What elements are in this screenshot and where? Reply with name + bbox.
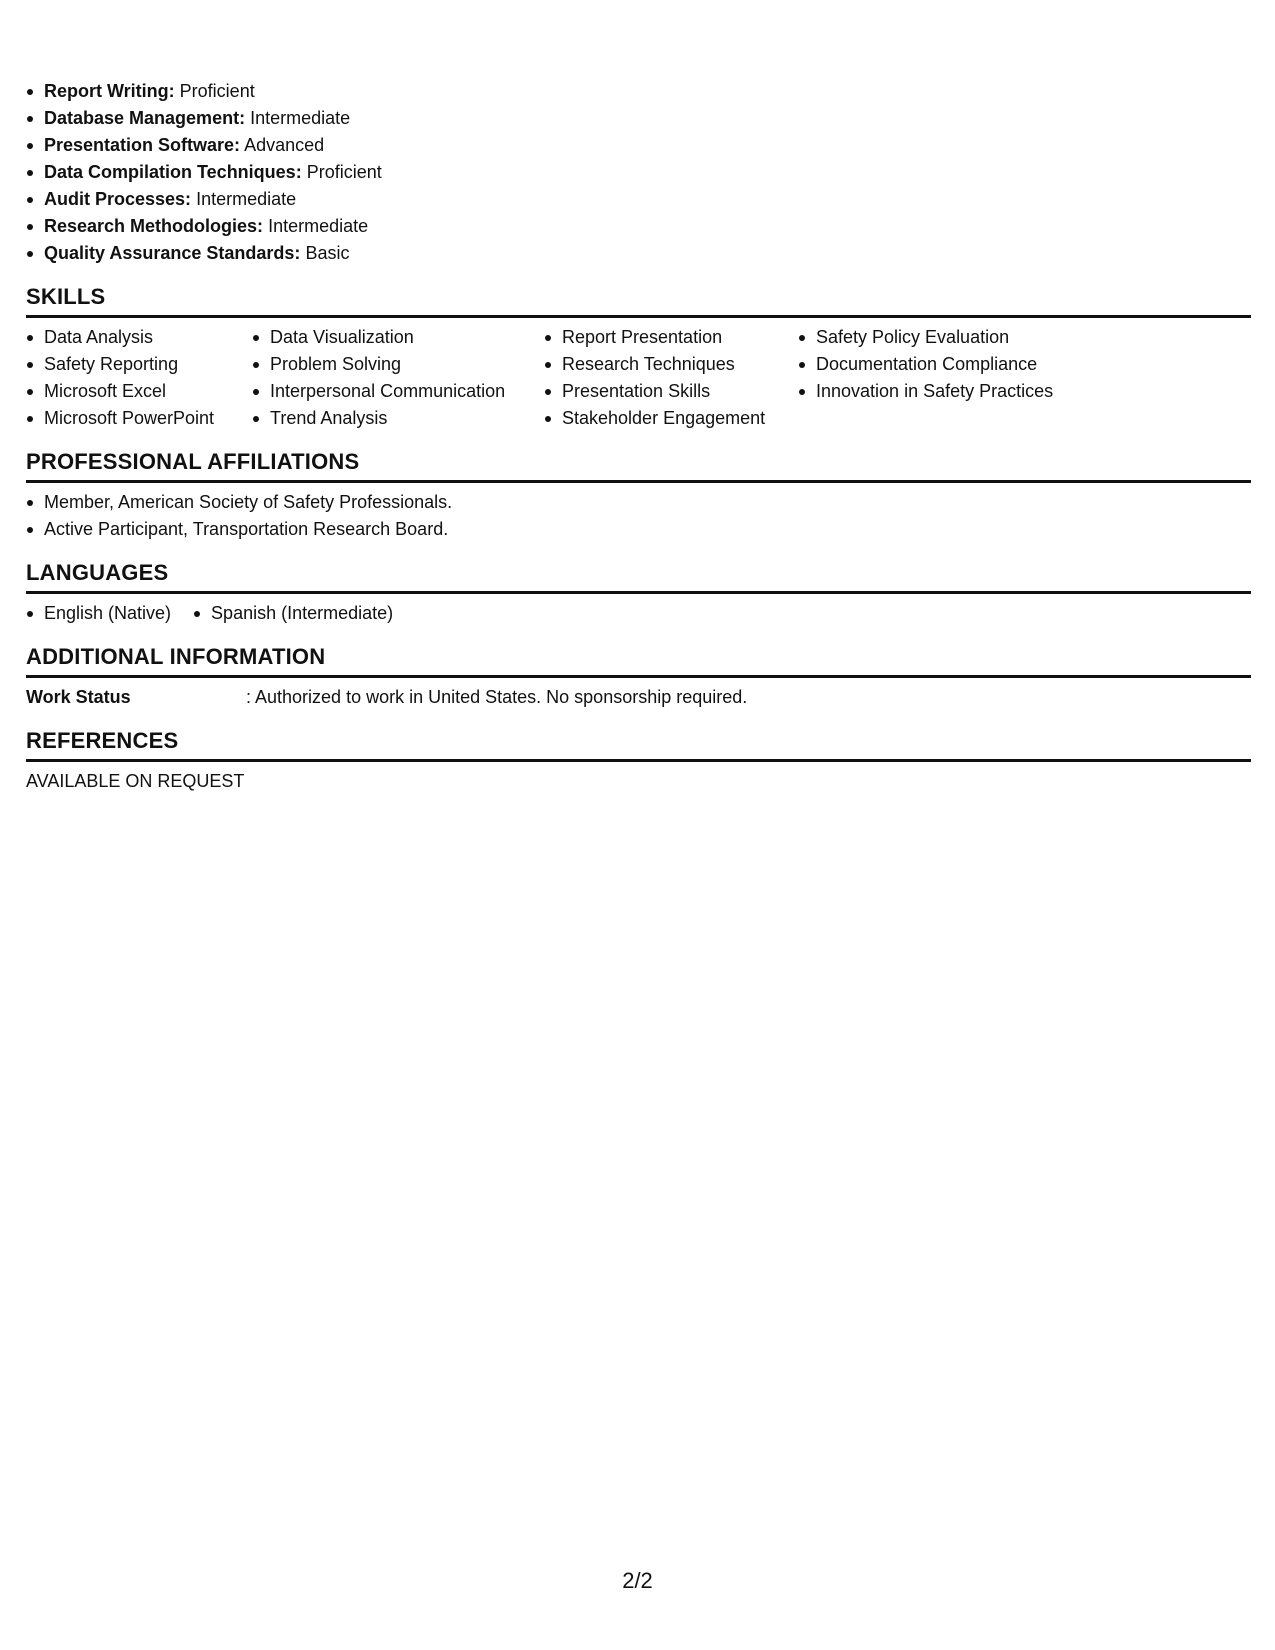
list-item: Quality Assurance Standards: Basic bbox=[26, 240, 1251, 267]
list-item: Data Compilation Techniques: Proficient bbox=[26, 159, 1251, 186]
section-divider bbox=[26, 675, 1251, 678]
section-divider bbox=[26, 315, 1251, 318]
skill-item: Problem Solving bbox=[252, 351, 544, 378]
affiliation-item: Member, American Society of Safety Professionals. bbox=[26, 489, 1251, 516]
skill-item: Research Techniques bbox=[544, 351, 798, 378]
work-status-label: Work Status bbox=[26, 687, 131, 707]
affiliation-item: Active Participant, Transportation Research Board. bbox=[26, 516, 1251, 543]
skills-grid bbox=[26, 324, 1251, 432]
resume-page bbox=[26, 78, 1251, 795]
list-item: Database Management: Intermediate bbox=[26, 105, 1251, 132]
skill-item: Microsoft PowerPoint bbox=[26, 405, 252, 432]
skill-item: Microsoft Excel bbox=[26, 378, 252, 405]
affiliations-heading: PROFESSIONAL AFFILIATIONS bbox=[26, 449, 360, 474]
work-status-row bbox=[26, 684, 1251, 711]
additional-info-heading: ADDITIONAL INFORMATION bbox=[26, 644, 326, 669]
skill-item: Trend Analysis bbox=[252, 405, 544, 432]
references-heading: REFERENCES bbox=[26, 728, 179, 753]
languages-heading: LANGUAGES bbox=[26, 560, 169, 585]
page-number: 2/2 bbox=[622, 1568, 653, 1593]
languages-list bbox=[26, 600, 1251, 627]
skills-column bbox=[544, 324, 798, 432]
skill-item: Safety Reporting bbox=[26, 351, 252, 378]
skill-item: Safety Policy Evaluation bbox=[798, 324, 1098, 351]
work-status-value: : Authorized to work in United States. No sponsorship required. bbox=[246, 687, 748, 707]
skill-item: Presentation Skills bbox=[544, 378, 798, 405]
skill-item: Stakeholder Engagement bbox=[544, 405, 798, 432]
list-item: Research Methodologies: Intermediate bbox=[26, 213, 1251, 240]
skill-item: Documentation Compliance bbox=[798, 351, 1098, 378]
skill-item: Data Analysis bbox=[26, 324, 252, 351]
skill-item: Innovation in Safety Practices bbox=[798, 378, 1098, 405]
section-divider bbox=[26, 759, 1251, 762]
skills-column bbox=[798, 324, 1098, 432]
affiliations-list bbox=[26, 489, 1251, 543]
skills-column bbox=[252, 324, 544, 432]
top-skills-list bbox=[26, 78, 1251, 267]
skills-heading: SKILLS bbox=[26, 284, 106, 309]
section-divider bbox=[26, 591, 1251, 594]
list-item: Report Writing: Proficient bbox=[26, 78, 1251, 105]
skill-item: Data Visualization bbox=[252, 324, 544, 351]
list-item: Presentation Software: Advanced bbox=[26, 132, 1251, 159]
skills-column bbox=[26, 324, 252, 432]
references-text: AVAILABLE ON REQUEST bbox=[26, 771, 245, 791]
language-item: Spanish (Intermediate) bbox=[193, 600, 393, 627]
section-divider bbox=[26, 480, 1251, 483]
skill-item: Report Presentation bbox=[544, 324, 798, 351]
skill-item: Interpersonal Communication bbox=[252, 378, 544, 405]
list-item: Audit Processes: Intermediate bbox=[26, 186, 1251, 213]
language-item: English (Native) bbox=[26, 600, 171, 627]
